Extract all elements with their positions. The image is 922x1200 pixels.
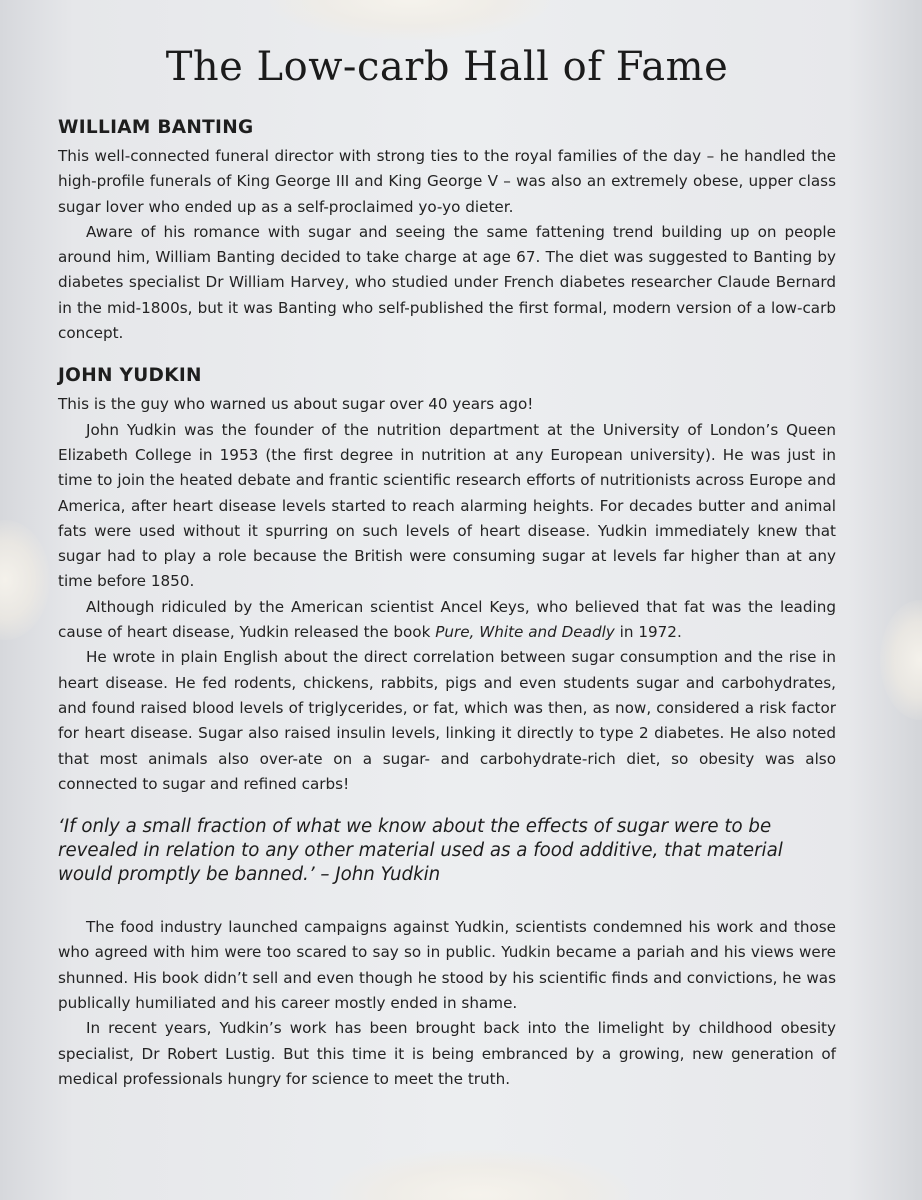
- paper-blemish-right: [880, 600, 922, 720]
- banting-paragraph-1: This well-connected funeral director with strong ties to the royal families of the day – he handled the high-profile funerals of King George III and King George V – was also an extremely obese, upper class sugar lover who ended up as a self-proclaimed yo-yo dieter.: [58, 147, 836, 216]
- yudkin-paragraph-3: [58, 595, 836, 646]
- paper-blemish-bottom: [330, 1150, 630, 1200]
- section-heading-yudkin: JOHN YUDKIN: [58, 365, 202, 387]
- page-content: [58, 40, 836, 1092]
- book-title: Pure, White and Deadly: [435, 623, 615, 642]
- closing-paragraph-2: In recent years, Yudkin’s work has been brought back into the limelight by childhood obesity specialist, Dr Robert Lustig. But this time it is being embranced by a growing, new generation of medical professionals hungry for science to meet the truth.: [58, 1019, 836, 1088]
- yudkin-paragraph-1: This is the guy who warned us about sugar over 40 years ago!: [58, 395, 534, 414]
- yudkin-paragraph-2: John Yudkin was the founder of the nutrition department at the University of London’s Queen Elizabeth College in 1953 (the first degree in nutrition at any European university). He was just in time to join the heated debate and frantic scientific research efforts of nutritionists across Europe and America, after heart disease levels started to reach alarming heights. For decades butter and animal fats were used without it spurring on such levels of heart disease. Yudkin immediately knew that sugar had to play a role because the British were consuming sugar at levels far higher than at any time before 1850.: [58, 420, 836, 591]
- page-title: The Low-carb Hall of Fame: [165, 44, 729, 90]
- section-john-yudkin: [58, 364, 836, 797]
- yudkin-paragraph-3-after: in 1972.: [614, 623, 682, 642]
- yudkin-paragraph-3-before: Although ridiculed by the American scientist Ancel Keys, who believed that fat was the leading cause of heart disease, Yudkin released the book: [58, 597, 836, 642]
- banting-paragraph-2: Aware of his romance with sugar and seeing the same fattening trend building up on people around him, William Banting decided to take charge at age 67. The diet was suggested to Banting by diabetes specialist Dr William Harvey, who studied under French diabetes researcher Claude Bernard in the mid-1800s, but it was Banting who self-published the first formal, modern version of a low-carb concept.: [58, 222, 836, 343]
- section-heading-banting: WILLIAM BANTING: [58, 117, 254, 138]
- section-william-banting: [58, 116, 836, 346]
- yudkin-quote: ‘If only a small fraction of what we know about the effects of sugar were to be revealed in relation to any other material used as a food additive, that material would promptly be banned.’ – John Yudkin: [58, 816, 783, 886]
- yudkin-paragraph-4: He wrote in plain English about the direct correlation between sugar consumption and the rise in heart disease. He fed rodents, chickens, rabbits, pigs and even students sugar and carbohydrates, and found raised blood levels of triglycerides, or fat, which was then, as now, considered a risk factor for heart disease. Sugar also raised insulin levels, linking it directly to type 2 diabetes. He also noted that most animals also over-ate on a sugar- and carbohydrate-rich diet, so obesity was also connected to sugar and refined carbs!: [58, 648, 836, 793]
- closing-paragraph-1: The food industry launched campaigns against Yudkin, scientists condemned his work and those who agreed with him were too scared to say so in public. Yudkin became a pariah and his views were shunned. His book didn’t sell and even though he stood by his scientific finds and convictions, he was publically humiliated and his career mostly ended in shame.: [58, 918, 836, 1013]
- paper-blemish-top: [270, 0, 550, 40]
- paper-blemish-left: [0, 520, 50, 640]
